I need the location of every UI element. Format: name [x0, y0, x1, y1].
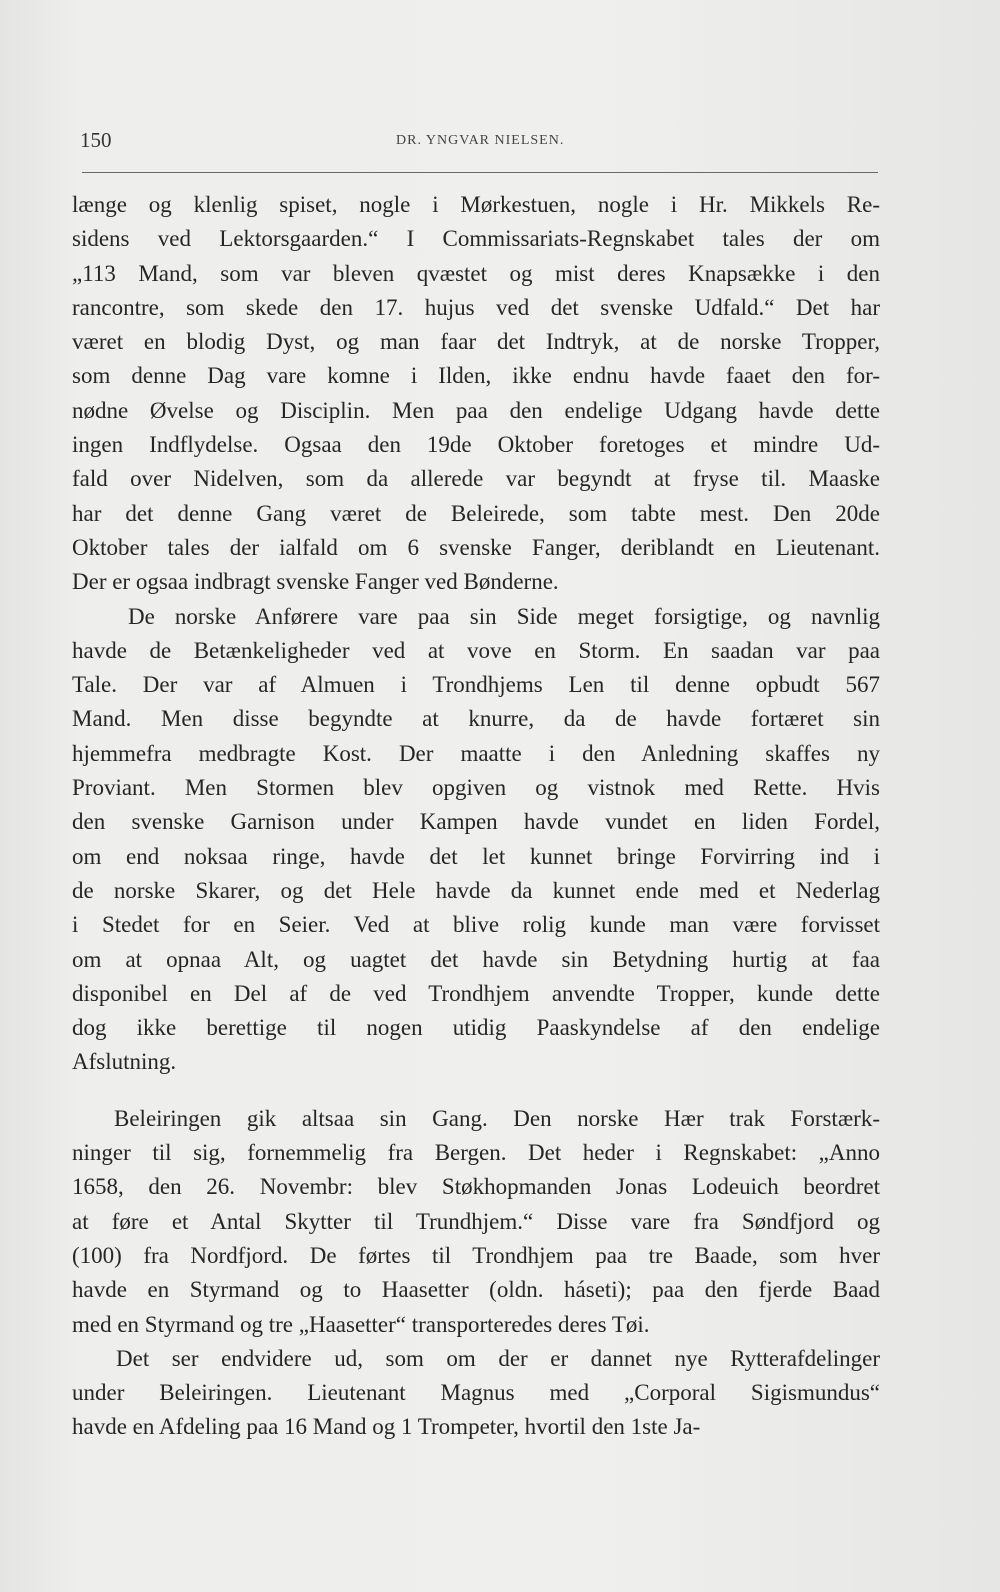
running-head: DR. YNGVAR NIELSEN.: [396, 133, 565, 148]
page-number: 150: [80, 128, 112, 152]
body-text: [72, 188, 880, 1445]
paragraph: [72, 1342, 880, 1445]
header-rule: [82, 172, 878, 173]
text-line: under Beleiringen. Lieutenant Magnus med „Corporal Sigismundus“: [72, 1380, 880, 1406]
text-line: om at opnaa Alt, og uagtet det havde sin Betydning hurtig at faa: [72, 946, 880, 972]
text-line: i Stedet for en Seier. Ved at blive rolig kunde man være forvisset: [72, 912, 880, 938]
text-line: længe og klenlig spiset, nogle i Mørkestuen, nogle i Hr. Mikkels Re-: [72, 192, 880, 217]
text-line: fald over Nidelven, som da allerede var begyndt at fryse til. Maaske: [72, 466, 880, 492]
text-line: som denne Dag vare komne i Ilden, ikke endnu havde faaet den for-: [72, 363, 880, 389]
text-line: disponibel en Del af de ved Trondhjem anvendte Tropper, kunde dette: [72, 980, 880, 1006]
text-line: hjemmefra medbragte Kost. Der maatte i den Anledning skaffes ny: [72, 740, 880, 766]
text-line: ingen Indflydelse. Ogsaa den 19de Oktober foretoges et mindre Ud-: [72, 432, 880, 458]
text-line: Tale. Der var af Almuen i Trondhjems Len til denne opbudt 567: [72, 672, 880, 698]
text-line: Proviant. Men Stormen blev opgiven og vistnok med Rette. Hvis: [72, 775, 880, 801]
text-line: Det ser endvidere ud, som om der er dannet nye Rytterafdelinger: [116, 1345, 880, 1371]
text-line: dog ikke berettige til nogen utidig Paaskyndelse af den endelige: [72, 1015, 880, 1041]
text-line: Beleiringen gik altsaa sin Gang. Den norske Hær trak Forstærk-: [114, 1105, 880, 1131]
text-line: Mand. Men disse begyndte at knurre, da de havde fortæret sin: [72, 706, 880, 732]
text-line: (100) fra Nordfjord. De førtes til Trondhjem paa tre Baade, som hver: [72, 1242, 880, 1268]
text-line: om end noksaa ringe, havde det let kunnet bringe Forvirring ind i: [72, 843, 880, 869]
text-line: de norske Skarer, og det Hele havde da kunnet ende med et Nederlag: [72, 877, 880, 903]
text-line: Der er ogsaa indbragt svenske Fanger ved Bønderne.: [72, 569, 559, 595]
section-gap: [72, 1080, 880, 1102]
text-line: 1658, den 26. Novembr: blev Støkhopmanden Jonas Lodeuich beordret: [72, 1174, 880, 1200]
paragraph: [72, 188, 880, 600]
text-line: „113 Mand, som var bleven qvæstet og mist deres Knapsække i den: [72, 260, 880, 286]
text-line: havde en Afdeling paa 16 Mand og 1 Trompeter, hvortil den 1ste Ja-: [72, 1414, 701, 1440]
text-line: havde en Styrmand og to Haasetter (oldn. háseti); paa den fjerde Baad: [72, 1277, 880, 1303]
text-line: rancontre, som skede den 17. hujus ved det svenske Udfald.“ Det har: [72, 294, 880, 320]
text-line: Oktober tales der ialfald om 6 svenske Fanger, deriblandt en Lieutenant.: [72, 534, 880, 560]
paragraph: [72, 1102, 880, 1342]
text-line: den svenske Garnison under Kampen havde vundet en liden Fordel,: [72, 809, 880, 835]
text-line: at føre et Antal Skytter til Trundhjem.“ Disse vare fra Søndfjord og: [72, 1208, 880, 1234]
text-line: sidens ved Lektorsgaarden.“ I Commissariats-Regnskabet tales der om: [72, 226, 880, 252]
text-line: med en Styrmand og tre „Haasetter“ transporteredes deres Tøi.: [72, 1311, 650, 1337]
text-line: ninger til sig, fornemmelig fra Bergen. Det heder i Regnskabet: „Anno: [72, 1140, 880, 1166]
text-line: været en blodig Dyst, og man faar det Indtryk, at de norske Tropper,: [72, 329, 880, 355]
text-line: Afslutning.: [72, 1049, 177, 1075]
text-line: nødne Øvelse og Disciplin. Men paa den endelige Udgang havde dette: [72, 397, 880, 423]
text-line: De norske Anførere vare paa sin Side meget forsigtige, og navnlig: [128, 603, 880, 629]
page-header: [80, 128, 880, 158]
paragraph: [72, 600, 880, 1080]
text-line: har det denne Gang været de Beleirede, som tabte mest. Den 20de: [72, 500, 880, 526]
text-line: havde de Betænkeligheder ved at vove en Storm. En saadan var paa: [72, 637, 880, 663]
